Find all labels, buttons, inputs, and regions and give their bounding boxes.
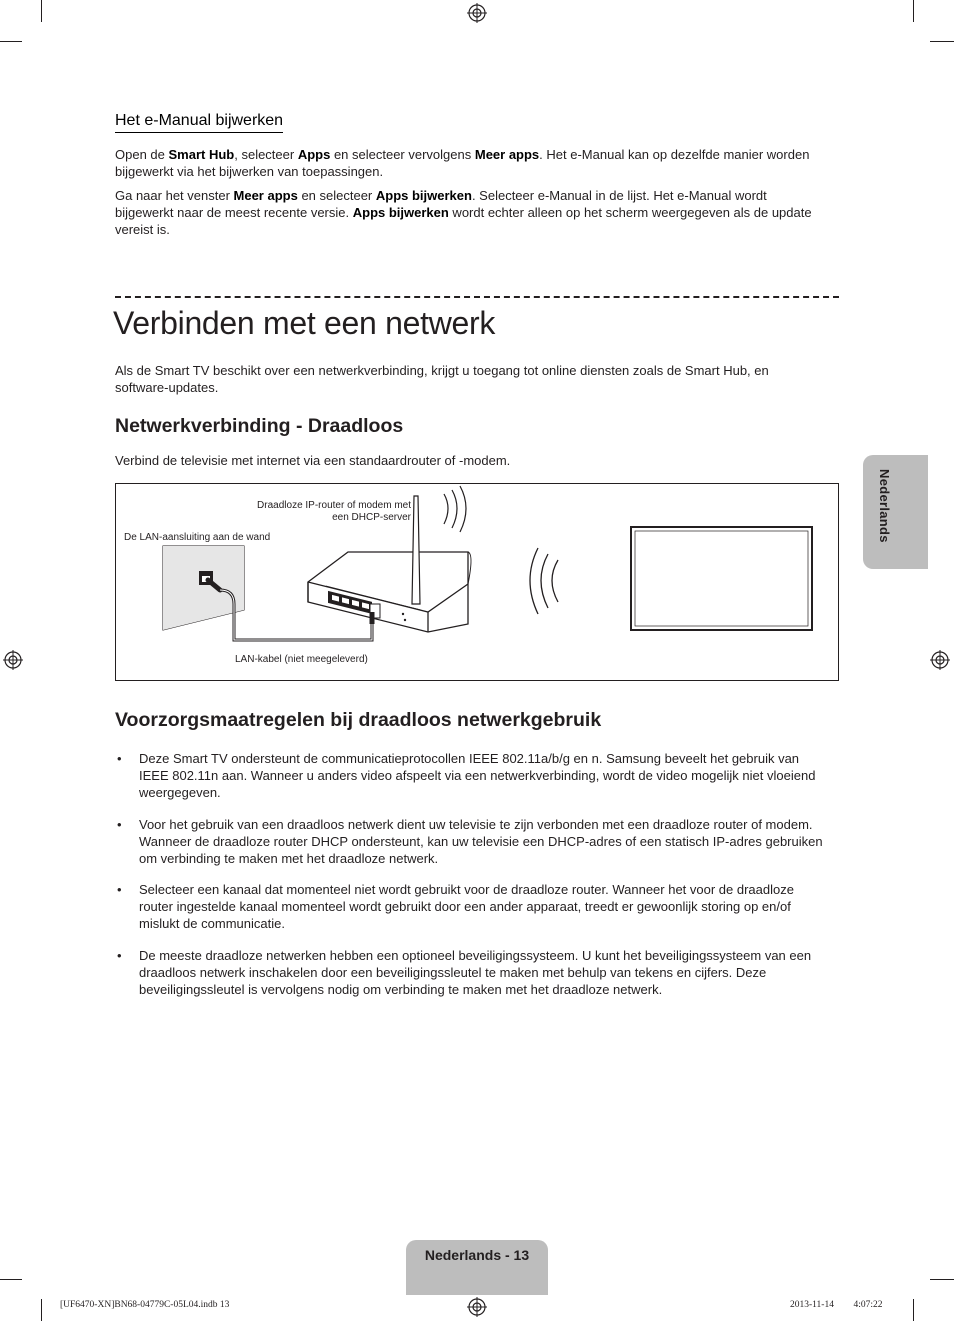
- section-heading-emanual: Het e-Manual bijwerken: [115, 112, 283, 133]
- registration-mark-icon: [3, 650, 23, 670]
- precautions-heading: Voorzorgsmaatregelen bij draadloos netwerkgebruik: [115, 709, 602, 731]
- list-item: [115, 881, 827, 932]
- bullet-icon: •: [117, 947, 122, 963]
- lan-cable-label: LAN-kabel (niet meegeleverd): [235, 654, 368, 665]
- list-item: [115, 816, 827, 867]
- list-item-text: Voor het gebruik van een draadloos netwerk dient uw televisie te zijn verbonden met een draadloze router of modem. Wanneer de draadloze router DHCP ondersteunt, kan uw televisie een DHCP-adres of een statisch IP-adres gebruiken om verbinding te maken met het draadloze netwerk.: [139, 816, 823, 866]
- crop-mark: [41, 1299, 42, 1321]
- footer-file-info: [UF6470-XN]BN68-04779C-05L04.indb 13: [60, 1300, 230, 1310]
- list-item-text: Deze Smart TV ondersteunt de communicatieprotocollen IEEE 802.11a/b/g en n. Samsung beveelt het gebruik van IEEE 802.11n aan. Wanneer u anders video afspeelt via een netwerkverbinding, wordt de video mogelijk niet vloeiend weergegeven.: [139, 751, 816, 800]
- bullet-icon: •: [117, 882, 122, 897]
- list-item: [115, 750, 827, 801]
- bullet-icon: •: [117, 751, 122, 766]
- crop-mark: [0, 41, 22, 42]
- bullet-icon: •: [117, 816, 122, 832]
- list-item-text: Selecteer een kanaal dat momenteel niet wordt gebruikt voor de draadloze router. Wanneer het voor de draadloze router ingestelde kanaal momenteel wordt gebruikt door een ander apparaat, treedt er gewoonlijk storing op en/of mislukt de communicatie.: [139, 882, 794, 931]
- list-item-text: De meeste draadloze netwerken hebben een optioneel beveiligingssysteem. U kunt het beveiligingssysteem van een draadloos netwerk inschakelen door een beveiligingssleutel te maken met behulp van tekens en cijfers. Deze beveiligingssleutel is vervolgens nodig om verbinding te maken met het draadloze netwerk.: [139, 947, 812, 997]
- crop-mark: [0, 1279, 22, 1280]
- registration-mark-icon: [467, 3, 487, 23]
- wireless-heading: Netwerkverbinding - Draadloos: [115, 415, 404, 437]
- list-item: [115, 947, 827, 998]
- crop-mark: [913, 0, 914, 22]
- crop-mark: [913, 1299, 914, 1321]
- tv-icon: [631, 527, 812, 630]
- page-number-tab: [406, 1240, 548, 1295]
- page-title: Verbinden met een netwerk: [113, 305, 496, 341]
- footer-timestamp: 2013-11-14 ￿￿ 4:07:22: [790, 1300, 883, 1310]
- language-side-tab-label: Nederlands: [877, 469, 892, 543]
- crop-mark: [41, 0, 42, 22]
- network-diagram: [115, 483, 839, 681]
- page-number: Nederlands - 13: [424, 1247, 530, 1263]
- router-label-line-1: Draadloze IP-router of modem met: [257, 500, 411, 511]
- emanual-paragraph-2: Ga naar het venster Meer apps en selecteer Apps bijwerken. Selecteer e-Manual in de lijst. Het e-Manual wordt bijgewerkt naar de meest recente versie. Apps bijwerken wordt echter alleen op het scherm weergegeven als de update vereist is.: [115, 188, 812, 237]
- intro-paragraph: Als de Smart TV beschikt over een netwerkverbinding, krijgt u toegang tot online diensten zoals de Smart Hub, en software-updates.: [115, 363, 769, 395]
- emanual-paragraph-1: Open de Smart Hub, selecteer Apps en selecteer vervolgens Meer apps. Het e-Manual kan op dezelfde manier worden bijgewerkt via het bijwerken van toepassingen.: [115, 147, 810, 179]
- registration-mark-icon: [467, 1297, 487, 1317]
- crop-mark: [930, 1279, 954, 1280]
- precautions-list: [115, 750, 827, 1012]
- registration-mark-icon: [930, 650, 950, 670]
- wireless-text: Verbind de televisie met internet via een standaardrouter of -modem.: [115, 453, 511, 468]
- language-side-tab: [863, 455, 928, 569]
- router-wifi-waves-icon: [444, 486, 466, 532]
- section-divider: [115, 296, 839, 298]
- tv-wifi-waves-icon: [530, 548, 558, 614]
- crop-mark: [930, 41, 954, 42]
- router-label-line-2: een DHCP-server: [332, 512, 411, 523]
- wall-socket-label: De LAN-aansluiting aan de wand: [124, 532, 271, 543]
